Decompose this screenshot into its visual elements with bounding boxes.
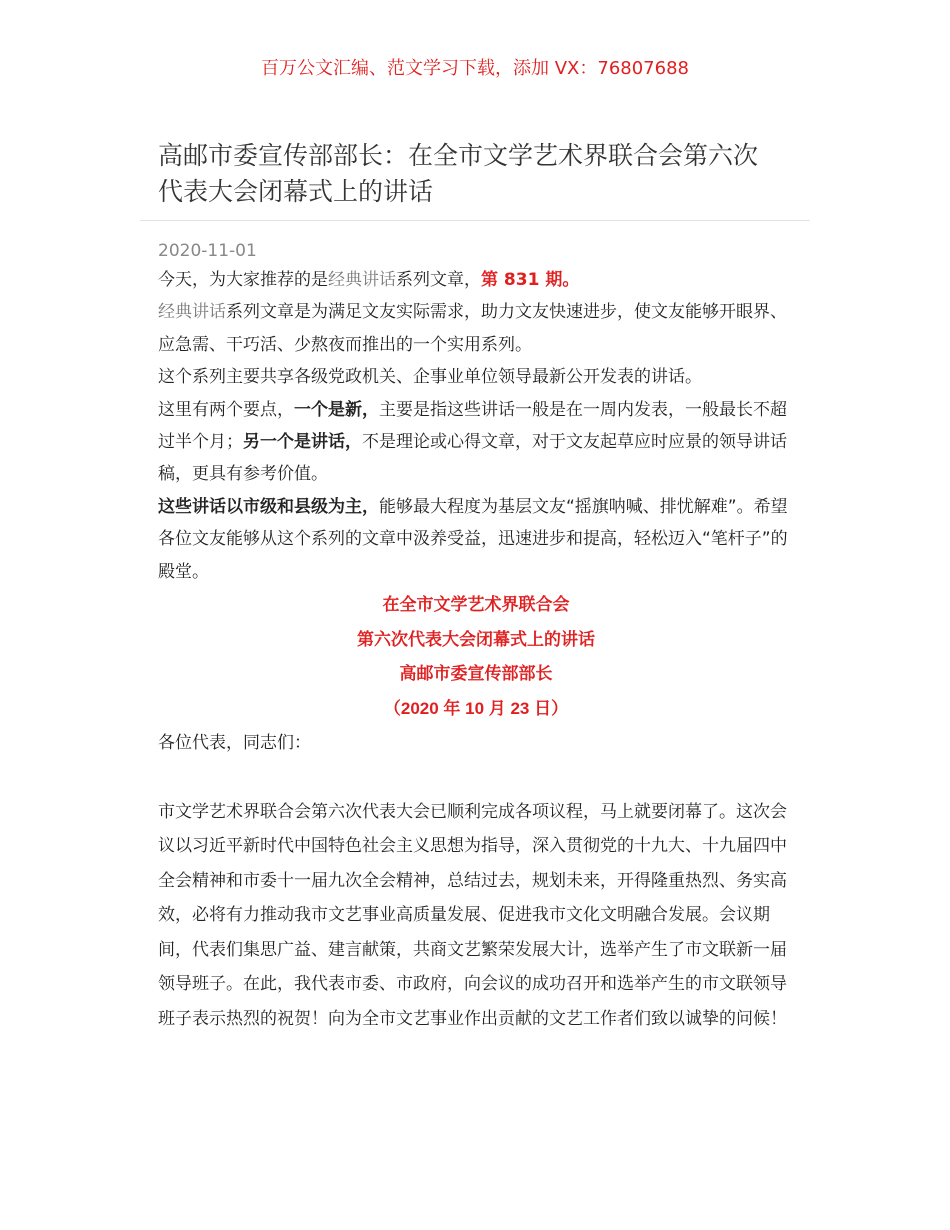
speech-salutation: 各位代表，同志们：: [158, 733, 311, 754]
key-point-new: 一个是新，: [294, 399, 379, 420]
key-point-level: 这些讲话以市级和县级为主，: [158, 496, 379, 517]
issue-number: 第 831 期。: [481, 270, 580, 290]
speech-header-line2: 第六次代表大会闭幕式上的讲话: [357, 629, 595, 649]
article-title-line2: 代表大会闭幕式上的讲话: [158, 177, 434, 206]
intro-paragraph-2: 经典讲话系列文章是为满足文友实际需求，助力文友快速进步，使文友能够开眼界、应急需、干巧活、少熬夜而推出的一个实用系列。: [158, 302, 787, 355]
intro-paragraph-3: 这个系列主要共享各级党政机关、企事业单位领导最新公开发表的讲话。: [158, 367, 702, 388]
title-divider: [140, 220, 810, 221]
intro-paragraph-1: 今天，为大家推荐的是经典讲话系列文章，第 831 期。: [158, 270, 580, 290]
speech-paragraph-1: 市文学艺术界联合会第六次代表大会已顺利完成各项议程，马上就要闭幕了。这次会议以习近平新时代中国特色社会主义思想为指导，深入贯彻党的十九大、十九届四中全会精神和市委十一届九次全会精神，总结过去，规划未来，开得隆重热烈、务实高效，必将有力推动我市文艺事业高质量发展、促进我市文化文明融合发展。会议期间，代表们集思广益、建言献策，共商文艺繁荣发展大计，选举产生了市文联新一届领导班子。在此，我代表市委、市政府，向会议的成功召开和选举产生的市文联领导班子表示热烈的祝贺！向为全市文艺事业作出贡献的文艺工作者们致以诚挚的问候！: [158, 801, 787, 1029]
series-name: 经典讲话: [328, 270, 396, 290]
speech-header-line3: 高邮市委宣传部部长: [399, 664, 553, 684]
article-title: [158, 138, 798, 210]
blank-line: [158, 761, 794, 795]
promo-banner: 百万公文汇编、范文学习下载，添加 VX：76807688: [261, 58, 689, 79]
article-title-line1: 高邮市委宣传部部长：在全市文学艺术界联合会第六次: [158, 141, 759, 170]
key-point-speech: 另一个是讲话，: [243, 432, 362, 453]
speech-header: [158, 588, 794, 726]
speech-header-line1: 在全市文学艺术界联合会: [382, 595, 570, 615]
series-name: 经典讲话: [158, 302, 226, 323]
speech-header-date: （2020 年 10 月 23 日）: [383, 698, 569, 718]
intro-paragraph-4: 这里有两个要点，一个是新，主要是指这些讲话一般是在一周内发表，一般最长不超过半个月；另一个是讲话，不是理论或心得文章，对于文友起草应时应景的领导讲话稿，更具有参考价值。: [158, 399, 787, 485]
article-body: [158, 264, 794, 1036]
publish-date: 2020-11-01: [158, 241, 257, 261]
intro-paragraph-5: 这些讲话以市级和县级为主，能够最大程度为基层文友“摇旗呐喊、排忧解难”。希望各位文友能够从这个系列的文章中汲养受益，迅速进步和提高，轻松迈入“笔杆子”的殿堂。: [158, 496, 788, 582]
